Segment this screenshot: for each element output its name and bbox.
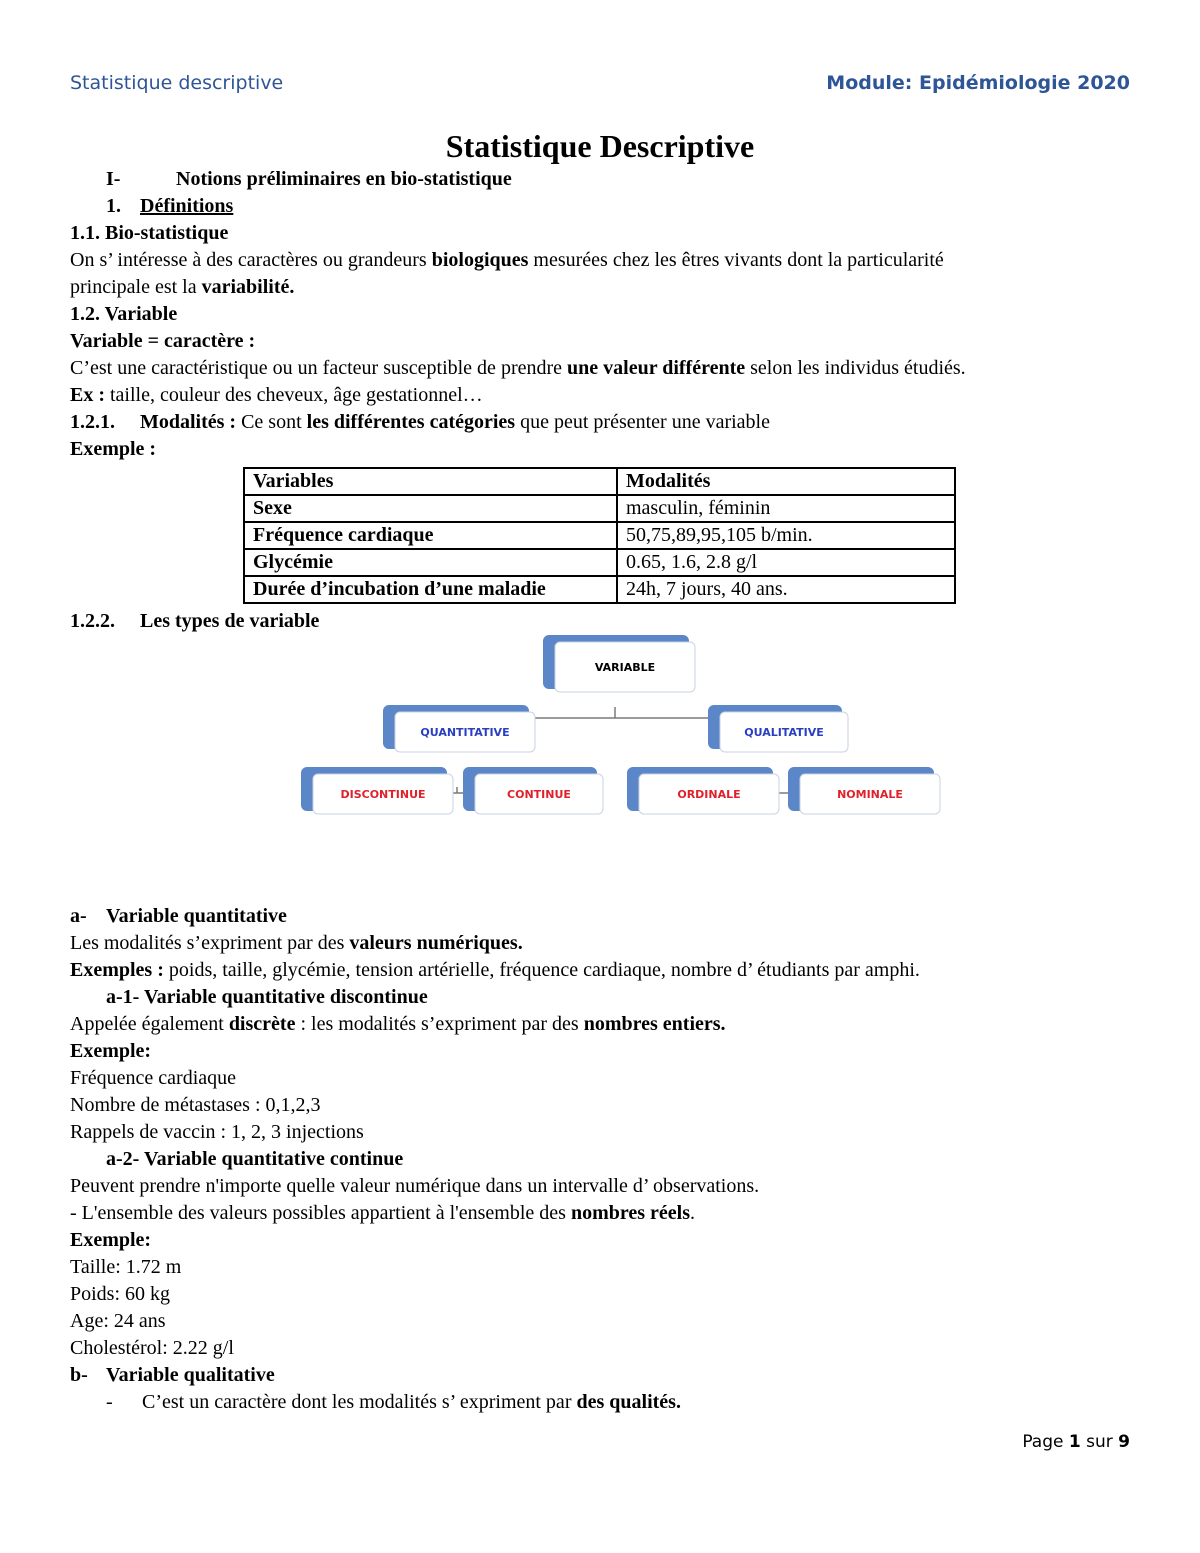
node-variable — [543, 635, 695, 692]
node-variable-label: VARIABLE — [594, 661, 656, 674]
table-cell-modalites: 50,75,89,95,105 b/min. — [617, 522, 955, 549]
section-I-heading: I- Notions préliminaires en bio-statistique — [106, 168, 512, 190]
list-item: Taille: 1.72 m — [70, 1256, 182, 1278]
node-discontinue — [301, 767, 453, 814]
sa2-paragraph-1: Peuvent prendre n'importe quelle valeur numérique dans un intervalle d’ observations. — [70, 1175, 760, 1197]
list-item: Poids: 60 kg — [70, 1283, 171, 1305]
table-header-cell: Modalités — [617, 468, 955, 495]
list-item: Cholestérol: 2.22 g/l — [70, 1337, 234, 1359]
node-qualitative — [708, 705, 848, 752]
variable-types-diagram-svg — [70, 635, 1135, 903]
s121-line: 1.2.1. Modalités : Ce sont les différentes catégories que peut présenter une variable — [70, 411, 770, 433]
header-module: Module: Epidémiologie 2020 — [826, 72, 1130, 94]
sa1-paragraph: Appelée également discrète : les modalités s’expriment par des nombres entiers. — [70, 1013, 726, 1035]
s12-heading: 1.2. Variable — [70, 303, 178, 325]
table-header-cell: Variables — [244, 468, 617, 495]
table-cell-variable: Sexe — [244, 495, 617, 522]
table-row — [244, 495, 955, 522]
node-quantitative — [383, 705, 535, 752]
table-header-row — [244, 468, 955, 495]
node-nominale — [788, 767, 940, 814]
node-ordinale — [627, 767, 779, 814]
node-continue-label: CONTINUE — [507, 788, 571, 801]
sa1-heading: a-1- Variable quantitative discontinue — [106, 986, 428, 1008]
table-cell-modalites: masculin, féminin — [617, 495, 955, 522]
document-body — [70, 166, 1135, 1416]
table-cell-modalites: 0.65, 1.6, 2.8 g/l — [617, 549, 955, 576]
sa-examples: Exemples : poids, taille, glycémie, tension artérielle, fréquence cardiaque, nombre d’ étudiants par amphi. — [70, 959, 920, 981]
list-item: Rappels de vaccin : 1, 2, 3 injections — [70, 1121, 364, 1143]
s121-exemple-label: Exemple : — [70, 438, 157, 460]
table-cell-variable: Fréquence cardiaque — [244, 522, 617, 549]
s11-paragraph-line2: principale est la variabilité. — [70, 276, 295, 298]
list-item: Fréquence cardiaque — [70, 1067, 237, 1089]
sa2-paragraph-2: - L'ensemble des valeurs possibles appartient à l'ensemble des nombres réels. — [70, 1202, 696, 1224]
s11-paragraph-line1: On s’ intéresse à des caractères ou grandeurs biologiques mesurées chez les êtres vivants dont la particularité — [70, 249, 944, 271]
sb-heading: b- Variable qualitative — [70, 1364, 275, 1386]
node-discontinue-label: DISCONTINUE — [340, 788, 426, 801]
sa2-heading: a-2- Variable quantitative continue — [106, 1148, 404, 1170]
s12-example: Ex : taille, couleur des cheveux, âge gestationnel… — [70, 384, 483, 406]
s12-paragraph: C’est une caractéristique ou un facteur susceptible de prendre une valeur différente selon les individus étudiés. — [70, 357, 966, 379]
sa2-exemple-label: Exemple: — [70, 1229, 152, 1251]
page-number: Page 1 sur 9 — [1022, 1432, 1130, 1452]
sa1-exemple-label: Exemple: — [70, 1040, 152, 1062]
s11-heading: 1.1. Bio-statistique — [70, 222, 229, 244]
header-doc-title: Statistique descriptive — [70, 72, 284, 94]
table-row — [244, 549, 955, 576]
table-cell-modalites: 24h, 7 jours, 40 ans. — [617, 576, 955, 603]
sa-paragraph: Les modalités s’expriment par des valeurs numériques. — [70, 932, 523, 954]
sb-bullet-item: - C’est un caractère dont les modalités s’ expriment par des qualités. — [106, 1391, 681, 1413]
section-1-heading: 1. Définitions — [106, 195, 234, 217]
node-continue — [463, 767, 603, 814]
table-row — [244, 576, 955, 603]
variables-table — [243, 467, 956, 604]
node-nominale-label: NOMINALE — [837, 788, 903, 801]
list-item: Nombre de métastases : 0,1,2,3 — [70, 1094, 321, 1116]
sa-heading: a- Variable quantitative — [70, 905, 287, 927]
s122-heading: 1.2.2. Les types de variable — [70, 610, 320, 632]
s12-definition: Variable = caractère : — [70, 330, 256, 352]
node-ordinale-label: ORDINALE — [677, 788, 741, 801]
table-cell-variable: Durée d’incubation d’une maladie — [244, 576, 617, 603]
node-quantitative-label: QUANTITATIVE — [420, 726, 510, 739]
page-title: Statistique Descriptive — [445, 128, 755, 164]
variable-types-diagram — [70, 635, 1135, 903]
node-qualitative-label: QUALITATIVE — [744, 726, 824, 739]
table-cell-variable: Glycémie — [244, 549, 617, 576]
list-item: Age: 24 ans — [70, 1310, 166, 1332]
table-row — [244, 522, 955, 549]
